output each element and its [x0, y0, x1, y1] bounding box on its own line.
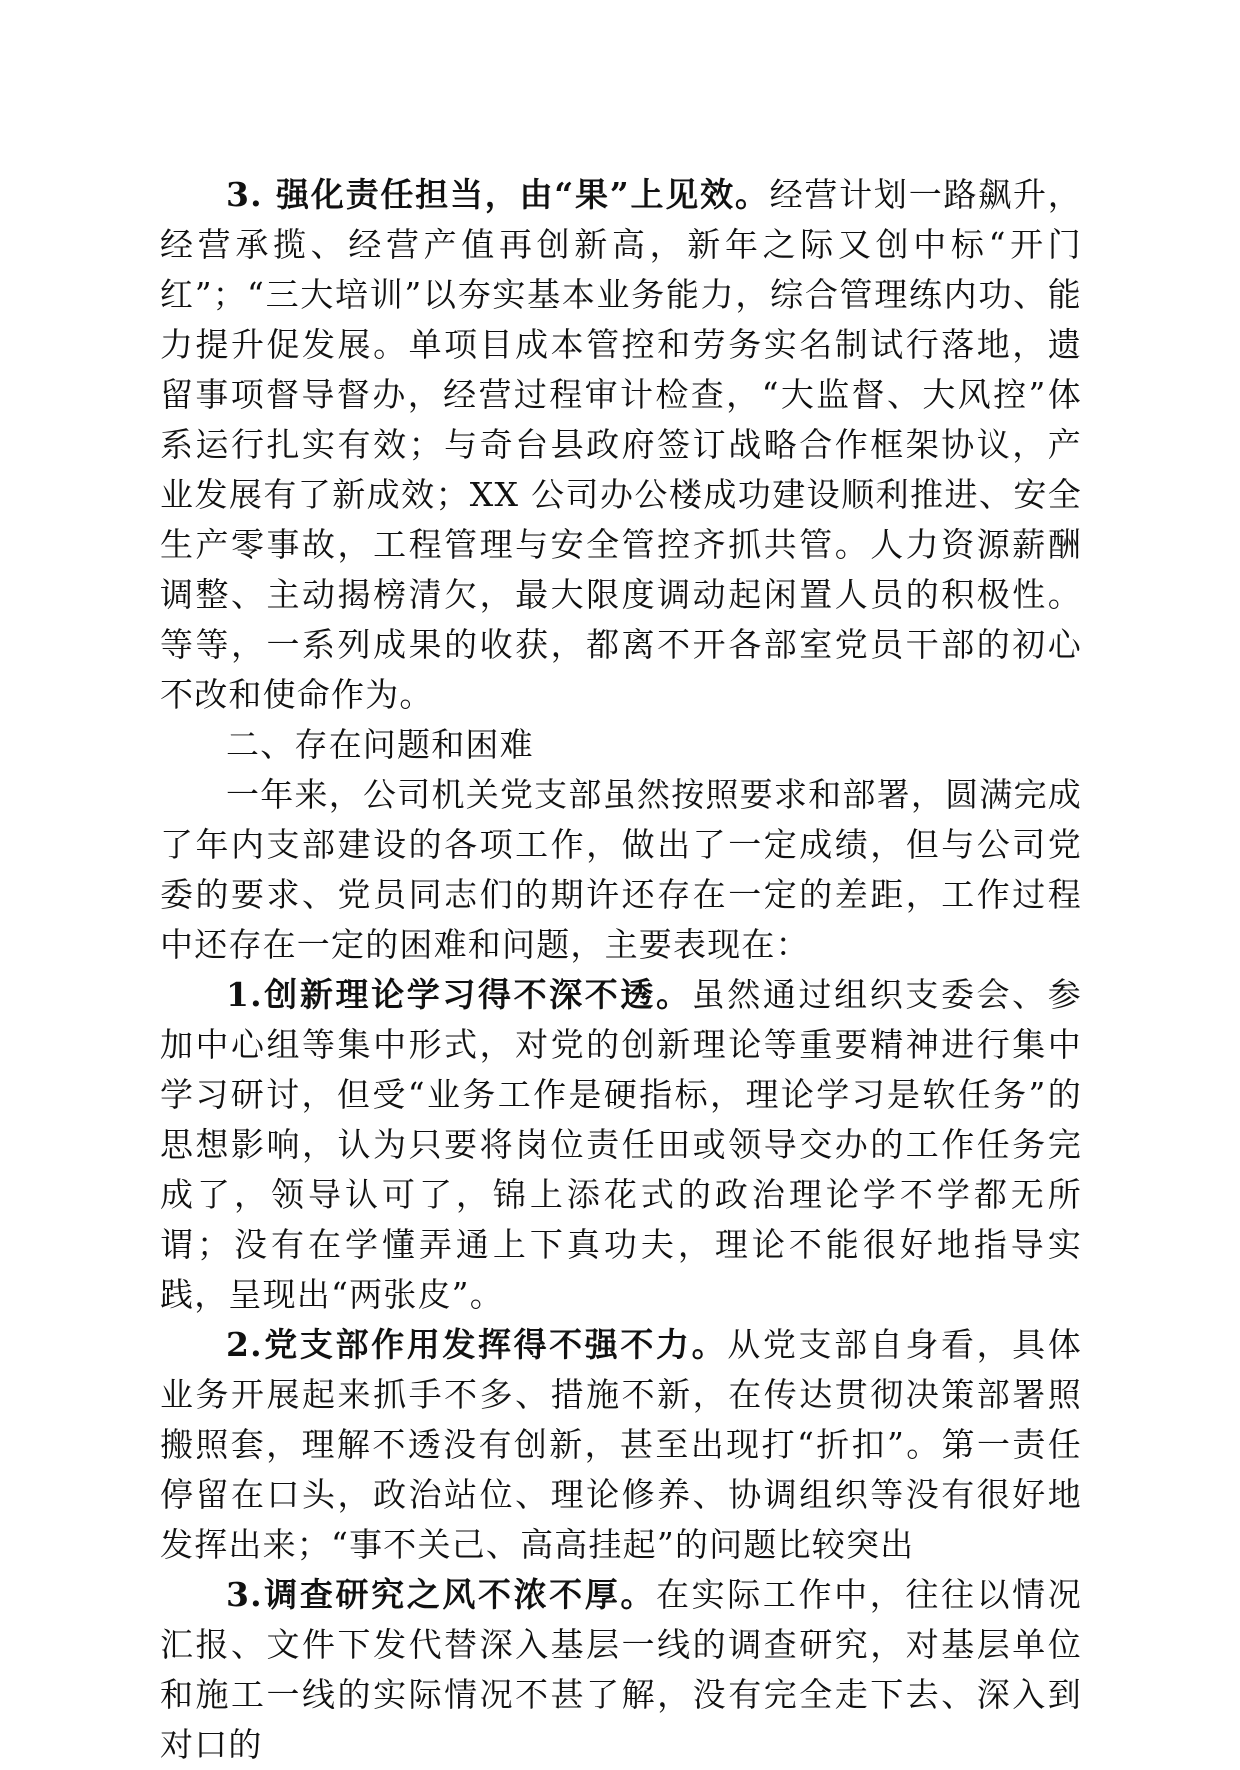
section-heading-problems: 二、存在问题和困难 [226, 725, 534, 764]
paragraph-branch-role [160, 1320, 1082, 1570]
paragraph-body: 在实际工作中，往往以情况汇报、文件下发代替深入基层一线的调查研究，对基层单位和施工一线的实际情况不甚了解，没有完全走下去、深入到对口的 [160, 1575, 1082, 1764]
paragraph-strengthen-responsibility [160, 170, 1082, 720]
paragraph-intro-problems [160, 770, 1082, 970]
paragraph-body: 经营计划一路飙升，经营承揽、经营产值再创新高，新年之际又创中标“开门红”；“三大培训”以夯实基本业务能力，综合管理练内功、能力提升促发展。单项目成本管控和劳务实名制试行落地，遗留事项督导督办，经营过程审计检查，“大监督、大风控”体系运行扎实有效；与奇台县政府签订战略合作框架协议，产业发展有了新成效；XX 公司办公楼成功建设顺利推进、安全生产零事故，工程管理与安全管控齐抓共管。人力资源薪酬调整、主动揭榜清欠，最大限度调动起闲置人员的积极性。等等，一系列成果的收获，都离不开各部室党员干部的初心不改和使命作为。 [160, 175, 1082, 714]
paragraph-body: 一年来，公司机关党支部虽然按照要求和部署，圆满完成了年内支部建设的各项工作，做出了一定成绩，但与公司党委的要求、党员同志们的期许还存在一定的差距，工作过程中还存在一定的困难和问题，主要表现在： [160, 775, 1082, 964]
paragraph-lead: 1.创新理论学习得不深不透。 [226, 975, 692, 1014]
paragraph-investigation [160, 1570, 1082, 1770]
paragraph-body: 虽然通过组织支委会、参加中心组等集中形式，对党的创新理论等重要精神进行集中学习研讨，但受“业务工作是硬指标，理论学习是软任务”的思想影响，认为只要将岗位责任田或领导交办的工作任务完成了，领导认可了，锦上添花式的政治理论学不学都无所谓；没有在学懂弄通上下真功夫，理论不能很好地指导实践，呈现出“两张皮”。 [160, 975, 1082, 1314]
paragraph-lead: 2.党支部作用发挥得不强不力。 [226, 1325, 728, 1364]
paragraph-lead: 3.调查研究之风不浓不厚。 [226, 1575, 657, 1614]
paragraph-theory-study [160, 970, 1082, 1320]
paragraph-body: 从党支部自身看，具体业务开展起来抓手不多、措施不新，在传达贯彻决策部署照搬照套，理解不透没有创新，甚至出现打“折扣”。第一责任停留在口头，政治站位、理论修养、协调组织等没有很好地发挥出来；“事不关己、高高挂起”的问题比较突出 [160, 1325, 1083, 1564]
document-page [160, 170, 1082, 1770]
paragraph-lead: 3. 强化责任担当，由“果”上见效。 [226, 175, 770, 214]
